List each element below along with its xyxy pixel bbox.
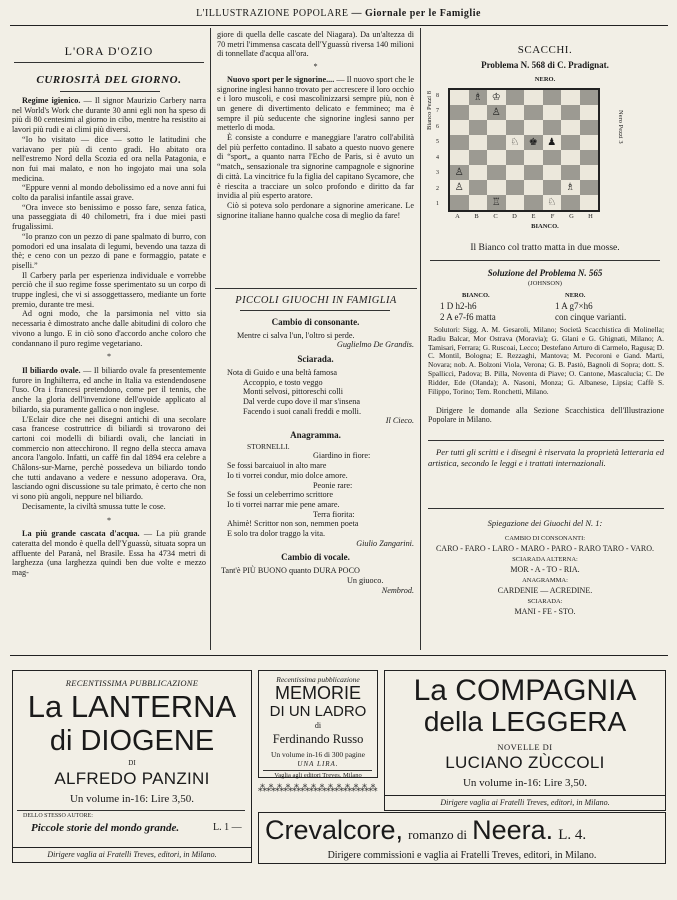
chess-square: ♗ [561, 180, 580, 195]
game-line: E solo tra dolor traggo la vita. [227, 529, 325, 539]
asterisk-divider: * [106, 515, 112, 525]
chess-file-label: C [493, 213, 498, 220]
chess-file-label: B [474, 213, 479, 220]
ad-compagnia-footer [384, 795, 666, 811]
chess-square [543, 165, 562, 180]
section-title: L'ORA D'OZIO [64, 44, 154, 58]
ad-title-line1: La LANTERNA [27, 689, 237, 724]
chess-square: ♚ [524, 135, 543, 150]
chess-square [506, 90, 525, 105]
ad-crevalcore [258, 812, 666, 864]
article-paragraph: “Io ho visitato — dice — sotto le latitudini che variavano per più di cento gradi. Ho abitato ora nell'estremo Nord della Scozia ed ora nella Patagonia, e non fui mai malato, e non ho ingojato mai una sola medicina. [12, 134, 206, 183]
chess-white-label: BIANCO. [531, 223, 559, 230]
chess-square: ♟ [543, 135, 562, 150]
game-line: Se fossi un celeberrimo scrittore [227, 490, 333, 500]
article-paragraph: — Il biliardo ovale fa presentemente furore in Inghilterra, ed anche in Italia va estendendosene l'uso. Ora i francesi pretendono, come per il tennis, che anche la gloria dell'invenzione dell'ovoide applicato al biliardo, sia puramente gallica o non inglese. [12, 365, 206, 414]
ad-address: Dirigere vaglia ai Fratelli Treves, editori, in Milano. [440, 798, 610, 807]
chess-rank-label: 7 [436, 108, 439, 115]
chess-square [506, 195, 525, 210]
chess-board [448, 88, 600, 212]
chess-square [580, 90, 599, 105]
ad-address: Dirigere vaglia ai Fratelli Treves, editori, in Milano. [47, 850, 217, 859]
game-signature: Guglielmo De Grandis. [336, 340, 414, 350]
game-line: Accoppio, e tosto veggo [243, 377, 323, 387]
ad-title-line2: DI UN LADRO [269, 703, 367, 720]
chess-square [561, 135, 580, 150]
chess-file-label: G [569, 213, 574, 220]
chess-rank-label: 5 [436, 139, 439, 146]
article-title-cascata: La più grande cascata d'acqua. [22, 529, 140, 539]
article-paragraph: Decisamente, la civiltà smussa tutte le cose. [22, 501, 166, 511]
chess-square [487, 165, 506, 180]
game-title-vocale: Cambio di vocale. [281, 552, 350, 563]
chess-square [524, 105, 543, 120]
chess-square [561, 150, 580, 165]
article-paragraph: “Eppure venni al mondo debolissimo ed a nove anni fui colto da paralisi infantile assai grave. [12, 183, 206, 203]
chess-square: ♘ [506, 135, 525, 150]
article-title-regime: Regime igienico. [22, 96, 81, 105]
chess-square [524, 180, 543, 195]
chess-square [561, 105, 580, 120]
chess-square [580, 135, 599, 150]
ad-title-line2: di DIOGENE [49, 725, 215, 757]
chess-square [469, 135, 488, 150]
ad-other-title: Piccole storie del mondo grande. [31, 822, 180, 834]
chess-square [469, 165, 488, 180]
chess-file-label: H [588, 213, 593, 220]
chess-square [487, 150, 506, 165]
explanation-answer: CARO - FARO - LARO - MARO - PARO - RARO TARO - VARO. [435, 543, 655, 553]
explanation-block [430, 534, 660, 616]
game-title-sciarada: Sciarada. [297, 354, 334, 365]
newspaper-title: L'ILLUSTRAZIONE POPOLARE [196, 8, 349, 19]
ad-author: ALFREDO PANZINI [54, 769, 210, 788]
ad-ornament-border: ⁂⁂⁂⁂⁂⁂⁂⁂⁂⁂⁂⁂⁂⁂ [258, 784, 377, 794]
chess-square [580, 105, 599, 120]
ad-price: Un volume in-16: Lire 3,50. [462, 777, 588, 789]
column-divider-2 [420, 28, 421, 650]
explanation-label: CAMBIO DI CONSONANTI: [504, 535, 586, 542]
chess-black-label: NERO. [534, 76, 556, 83]
chess-square [469, 105, 488, 120]
asterisk-divider: * [106, 352, 112, 362]
chess-square: ♔ [487, 90, 506, 105]
chess-square [561, 165, 580, 180]
chess-title: SCACCHI. [517, 44, 573, 56]
game-line: Facendo i suoi canali freddi e molli. [243, 406, 362, 416]
chess-square [543, 180, 562, 195]
ad-title-line1: MEMORIE [274, 683, 361, 703]
ad-crevalcore-title [265, 815, 586, 846]
game-line: Nota di Guido e una beltà famosa [227, 367, 338, 377]
chess-task: Il Bianco col tratto matta in due mosse. [470, 243, 620, 253]
chess-square: ♙ [450, 180, 469, 195]
chess-rule [430, 260, 660, 261]
chess-square: ♘ [543, 195, 562, 210]
chess-file-label: D [512, 213, 517, 220]
page-header [0, 8, 677, 24]
ad-address: Dirigere commissioni e vaglia ai Fratelli Treves, editori, in Milano. [327, 850, 597, 861]
chess-square: ♙ [487, 105, 506, 120]
chess-square [580, 195, 599, 210]
ad-price: Un volume in-16 di 300 pagine [271, 750, 365, 759]
explanation-label: SCIARADA ALTERNA: [512, 556, 578, 563]
ad-lanterna-footer [12, 847, 252, 863]
chess-square [450, 150, 469, 165]
article-paragraph: — La più grande cateratta del mondo è quella dell'Yguassù, situata sopra un affluente del Paranà, nel Brasile. Essa ha 4734 metri di larghezza (una larghezza quindi ben due volte e mezzo mag- [12, 529, 206, 578]
explanation-answer: MANI - FE - STO. [514, 606, 576, 616]
game-signature: Il Cieco. [385, 416, 414, 426]
ad-inner-rule [17, 810, 245, 811]
game-signature: Giulio Zangarini. [356, 538, 414, 548]
article-paragraph: “Ora invece sto benissimo e posso fare, senza fatica, una passeggiata di 40 chilometri, fra i due miei pasti frugalissimi. [12, 202, 206, 232]
explanation-answer: CARDENIE — ACREDINE. [497, 585, 593, 595]
game-line: Io ti vorrei condur, mio dolce amore. [227, 470, 348, 480]
article-paragraph: giore di quella delle cascate del Niagara). Da un'altezza di 70 metri l'immensa cascata dell'Yguassù riversa 140 milioni di tonnellate d'acqua all'ora. [217, 30, 414, 59]
ad-title-line1: La COMPAGNIA [413, 674, 637, 707]
chess-square: ♙ [450, 165, 469, 180]
chess-rank-label: 2 [436, 185, 439, 192]
solution-title: Soluzione del Problema N. 565 [487, 268, 603, 278]
chess-address [428, 406, 664, 430]
chess-rank-label: 4 [436, 154, 439, 161]
chess-file-label: A [455, 213, 460, 220]
chess-square [469, 180, 488, 195]
chess-square [543, 120, 562, 135]
explanation-label: ANAGRAMMA: [522, 577, 568, 584]
newspaper-subtitle: — Giornale per le Famiglie [351, 8, 481, 19]
game-title-consonante: Cambio di consonante. [271, 318, 360, 327]
chess-square [469, 120, 488, 135]
ad-author: LUCIANO ZÙCCOLI [445, 753, 605, 772]
ad-price: L. 4. [558, 827, 587, 843]
chess-square [469, 150, 488, 165]
chess-square [487, 135, 506, 150]
games-rule [215, 288, 417, 289]
article-paragraph: È consiste a condurre e maneggiare l'aratro coll'abilità del più perfetto contadino. Il sabato a questo nuovo genere di “sport„ a quanto narra l'Echo de Paris, si è avuto un “match„ sensazionale tra signorine campagnole e signorine di città. La vincitrice fu la figlia del capitano Sycamore, che è riescita a tracciare un solco profondo e diritto da far invidia al più esperto aratore. [217, 133, 414, 201]
header-rule [10, 25, 668, 26]
chess-square [524, 165, 543, 180]
ad-author: Ferdinando Russo [272, 732, 364, 746]
ad-address: Vaglia agli editori Treves, Milano [274, 772, 362, 779]
ad-tag: RECENTISSIMA PUBBLICAZIONE [65, 678, 199, 688]
solution-black-label: NERO. [565, 292, 586, 299]
rights-rule-bottom [428, 508, 664, 509]
chess-square [580, 150, 599, 165]
game-line: Giardino in fiore: [313, 451, 371, 461]
game-line: Io ti vorrei narrar mie pene amare. [227, 499, 340, 509]
heading-rule [60, 91, 160, 92]
chess-square: ♖ [487, 195, 506, 210]
chess-square [543, 150, 562, 165]
section-rule [14, 62, 204, 63]
chess-square [506, 105, 525, 120]
chess-square [524, 90, 543, 105]
solution-move: 1 D h2-h6 [440, 301, 477, 311]
chess-square [543, 90, 562, 105]
chess-square [506, 180, 525, 195]
game-line: Monti selvosi, pittoreschi colli [243, 387, 344, 397]
ad-author: Neera. [472, 815, 554, 845]
column-heading: CURIOSITÀ DEL GIORNO. [36, 74, 182, 86]
explanation-answer: MOR - A - TO - RIA. [510, 564, 580, 574]
ad-compagnia [384, 670, 666, 796]
ad-di: DI [128, 759, 136, 767]
chess-rank-label: 1 [436, 201, 439, 208]
article-paragraph: L'Eclair dice che nei disegni antichi di una secolare casa francese costruttrice di biliardi si trovarono dei cartoni coi modelli di biliardi ovali, che lanciati in commercio non attecchirono. Il regno della stecca amava ancora l'angolo. Infatti, un caffè fin dal 1894 era celebre a Châlons-sur-Marne, perchè possedeva un biliardo tondo che tutti andavano a vedere e nessuno adoperava. Ora, lasciando ogni discussione su tale primato, è certo che non vi sono più angoli, neppure nel biliardo. [12, 414, 206, 502]
rights-notice [428, 447, 664, 503]
solvers-list [428, 326, 664, 404]
ad-price: Un volume in-16: Lire 3,50. [69, 793, 195, 805]
article-paragraph: — Il signor Maurizio Carbery narra nel World's Work che durante 30 anni egli non ha speso di più di 80 centesimi al giorno in cibo, mentre ha resistito ai lavori più rudi e ai climi più diversi. [12, 96, 206, 135]
rights-text: Per tutti gli scritti e i disegni è riservata la proprietà letteraria ed artistica, secondo le leggi e i trattati internazionali. [428, 447, 664, 468]
chess-square [506, 165, 525, 180]
column-divider-1 [210, 28, 211, 650]
chess-ranks [436, 88, 446, 212]
column-1-text [12, 96, 206, 650]
games-title: PICCOLI GIUOCHI IN FAMIGLIA [235, 295, 397, 306]
chess-square [469, 195, 488, 210]
ad-tag: Recentissima pubblicazione [276, 675, 360, 684]
solution-white-label: BIANCO. [462, 292, 490, 299]
chess-file-label: E [531, 213, 536, 220]
chess-square [524, 150, 543, 165]
ad-same-author: DELLO STESSO AUTORE: [23, 813, 93, 819]
game-line: Tant'è PIÙ BUONO quanto DURA POCO [221, 566, 360, 576]
chess-square [580, 120, 599, 135]
solution-move: con cinque varianti. [555, 312, 627, 322]
games-subrule [240, 310, 390, 311]
chess-square [561, 195, 580, 210]
chess-right-label: Nero Pezzi 3 [617, 110, 624, 144]
asterisk-divider: * [313, 62, 318, 72]
article-paragraph: “Io pranzo con un pezzo di pane spalmato di burro, con pomodori ed una insalata di legumi, bevendo una tazza di thè; e ceno con un pezzo di pane e formaggio, patate e piselli.” [12, 231, 206, 270]
game-line: Ahimè! Scrittor non son, nemmen poeta [227, 519, 359, 529]
chess-square [524, 195, 543, 210]
ad-memorie [258, 670, 378, 778]
explanation-title: Spiegazione dei Giuochi del N. 1: [487, 518, 603, 528]
chess-square [450, 90, 469, 105]
ad-other-price: L. 1 — [213, 822, 242, 833]
article-paragraph: Ad ogni modo, che la parsimonia nel vitto sia necessaria è dimostrato anche dalle abitudini di coloro che vivono a lungo. E in ciò sono d'accordo anche coloro che condannano il puro regime vegetariano. [12, 309, 206, 348]
ad-title: Crevalcore, [265, 815, 404, 845]
chess-rank-label: 6 [436, 123, 439, 130]
chess-square [506, 150, 525, 165]
chess-address-text: Dirigere le domande alla Sezione Scacchistica dell'Illustrazione Popolare in Milano. [428, 406, 664, 425]
game-line: Mentre ci salva l'un, l'oltro si perde. [237, 330, 355, 340]
game-line: Dal verde cupo dove il mar s'insena [243, 396, 360, 406]
game-line: Terra fiorita: [313, 509, 355, 519]
chess-square [524, 120, 543, 135]
chess-square [580, 180, 599, 195]
ad-price-lira: UNA LIRA. [297, 760, 339, 768]
games-text [217, 318, 414, 653]
game-subtitle: STORNELLI. [247, 441, 290, 451]
article-title-sport: Nuovo sport per le signorine.... [227, 74, 335, 84]
chess-left-label: Bianco Pezzi 8 [426, 91, 433, 130]
chess-files [448, 213, 600, 220]
chess-file-label: F [550, 213, 555, 220]
chess-square [450, 135, 469, 150]
chess-square [450, 195, 469, 210]
chess-square: ♗ [469, 90, 488, 105]
game-line: Un giuoco. [347, 575, 384, 585]
article-paragraph: Il Carbery parla per esperienza individuale e vorrebbe perciò che il suo regime fosse sperimentato su un corpo di truppe inglesi, che vi si assoggettassero, mediante un forte premio, durante tre mesi. [12, 270, 206, 309]
article-title-biliardo: Il biliardo ovale. [22, 365, 81, 375]
chess-rank-label: 8 [436, 92, 439, 99]
ad-mid: romanzo di [408, 827, 467, 842]
ads-rule [10, 655, 668, 656]
game-line: Se fossi barcaiuol in alto mare [227, 461, 327, 471]
game-line: Peonie rare: [313, 480, 353, 490]
ad-title-line2: della LEGGERA [423, 706, 627, 737]
ad-lanterna [12, 670, 252, 848]
game-title-anagramma: Anagramma. [290, 430, 341, 441]
chess-square [543, 105, 562, 120]
chess-problem: Problema N. 568 di C. Pradignat. [481, 60, 609, 70]
ad-subtitle: NOVELLE DI [497, 742, 553, 752]
chess-square [487, 120, 506, 135]
explanation-label: SCIARADA: [527, 598, 563, 605]
ad-inner-rule [263, 770, 372, 771]
solution-author: (JOHNSON) [528, 280, 562, 287]
chess-square [450, 105, 469, 120]
chess-rank-label: 3 [436, 170, 439, 177]
rights-rule-top [428, 440, 664, 441]
game-signature: Nembrod. [381, 585, 414, 595]
article-paragraph: Ciò si poteva solo perdonare a signorine americane. Le signorine italiane hanno qualche cosa di meglio da fare! [217, 200, 414, 220]
solution-move: 2 A e7-f6 matta [440, 312, 496, 322]
solution-move: 1 A g7×h6 [555, 301, 593, 311]
chess-square [561, 90, 580, 105]
chess-square [487, 180, 506, 195]
ad-di: di [314, 721, 322, 730]
solvers-text: Solutori: Sigg. A. M. Gesaroli, Milano; Società Scacchistica di Molinella; Radiu Balcar, Mor Ostrava (Moravia); G. Glani e G. Ghignati, Milano; A. Tamisari, Ferrara; G. Ruscoai, Lecco; Destefano Arturo di Carmelo, Ragusa; D. C. Montil, Bologna; E. Rezzaghi, Mantova; M. Pecoroni e Gand. Marti, Novara; nob. A. Bolzoni Viola, Verona; G. B. Pastò, Bagnoli di Sopra; dott. S. Spallicci, Padova; B. Pilla, Noventa di Piave; O. Cantone, Mascalucia; C. De Ridder, Ede (Olanda); A. Nasoni, Monza; G. Albanese, Lipsia; Caffè S. Filippo, Torino; Tem. Ronchetti, Milano. [428, 326, 664, 396]
chess-square [450, 120, 469, 135]
chess-square [506, 120, 525, 135]
chess-square [561, 120, 580, 135]
chess-square [580, 165, 599, 180]
column-2-text [217, 30, 414, 282]
article-paragraph: — Il nuovo sport che le signorine inglesi hanno trovato per accrescere il loro occhio e i loro muscoli, e così mascolinizzarsi sempre più, non è un genere di divertimento delicato e femmineo; ma è sempre il più seducente che signorine inglesi sanno per metterlo di moda. [217, 74, 414, 133]
